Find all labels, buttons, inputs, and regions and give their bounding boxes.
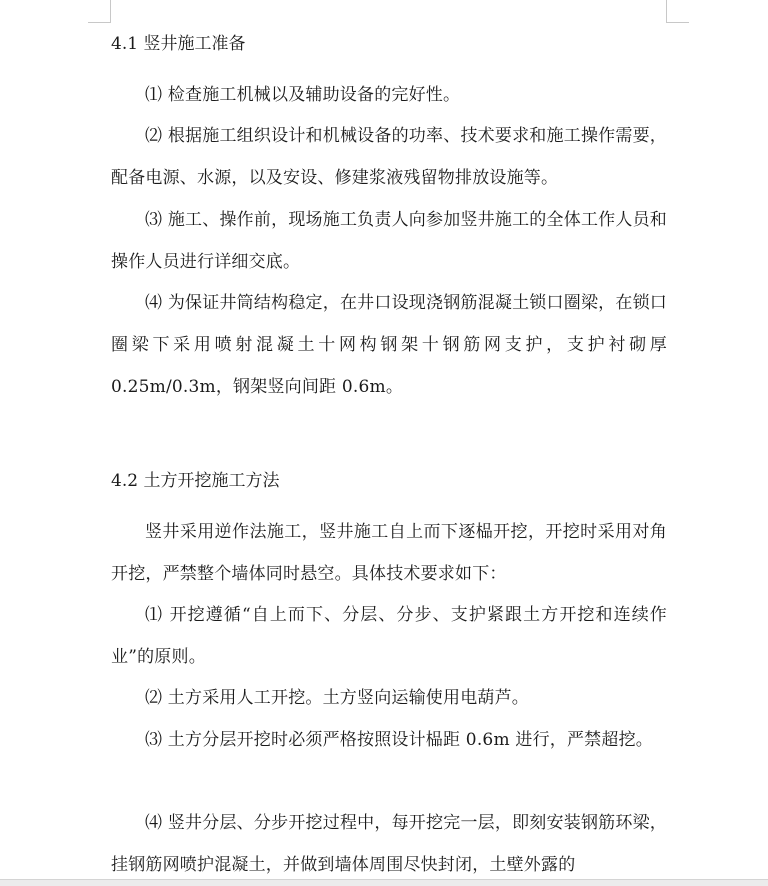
paragraph-4-2-item-2: ⑵ 土方采用人工开挖。土方竖向运输使用电葫芦。 — [145, 688, 530, 708]
paragraph-4-2-item-1: ⑴ 开挖遵循“自上而下、分层、分步、支护紧跟土方开挖和连续作业”的原则。 — [111, 605, 667, 667]
paragraph-4-2-item-3: ⑶ 土方分层开挖时必须严格按照设计榀距 0.6m 进行，严禁超挖。 — [145, 730, 653, 750]
crop-mark-top-right — [666, 0, 689, 23]
paragraph-4-2-item-4: ⑷ 竖井分层、分步开挖过程中，每开挖完一层，即刻安装钢筋环梁，挂钢筋网喷护混凝土，并做到墙体周围尽快封闭，土壁外露的 — [111, 813, 667, 875]
paragraph-4-1-item-4: ⑷ 为保证井筒结构稳定，在井口设现浇钢筋混凝土锁口圈梁，在锁口圈梁下采用喷射混凝土十网构钢架十钢筋网支护，支护衬砌厚0.25m/0.3m，钢架竖向间距 0.6m。 — [111, 293, 667, 397]
crop-mark-top-left — [88, 0, 111, 23]
window-bottom-edge — [0, 879, 768, 886]
section-heading-4-2: 4.2 土方开挖施工方法 — [111, 471, 280, 491]
paragraph-4-1-item-2: ⑵ 根据施工组织设计和机械设备的功率、技术要求和施工操作需要，配备电源、水源，以及安设、修建浆液残留物排放设施等。 — [111, 126, 667, 188]
paragraph-4-1-item-3: ⑶ 施工、操作前，现场施工负责人向参加竖井施工的全体工作人员和操作人员进行详细交底。 — [111, 210, 667, 272]
paragraph-4-2-intro: 竖井采用逆作法施工，竖井施工自上而下逐榀开挖，开挖时采用对角开挖，严禁整个墙体同时悬空。具体技术要求如下： — [111, 522, 667, 584]
paragraph-4-1-item-1: ⑴ 检查施工机械以及辅助设备的完好性。 — [145, 85, 461, 105]
section-heading-4-1: 4.1 竖井施工准备 — [111, 34, 246, 54]
